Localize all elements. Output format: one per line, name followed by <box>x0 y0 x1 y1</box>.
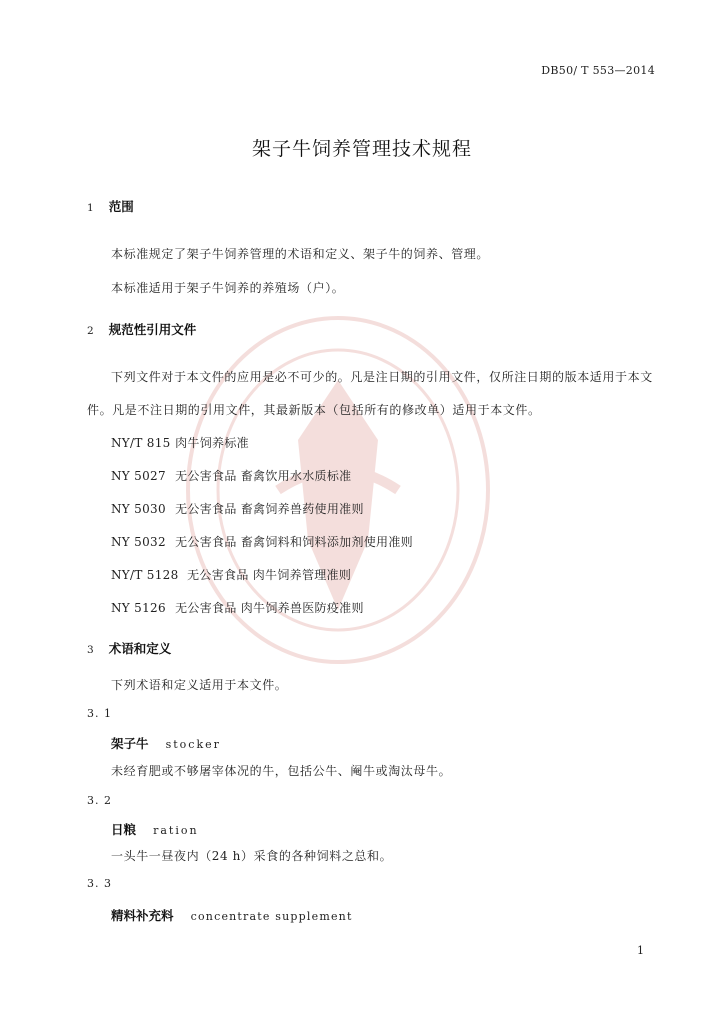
term-number: 3. 2 <box>87 794 112 807</box>
paragraph: 下列术语和定义适用于本文件。 <box>111 678 288 692</box>
term-english: concentrate supplement <box>190 910 353 923</box>
section-title: 术语和定义 <box>108 641 172 656</box>
reference-name: 无公害食品 畜禽饲养兽药使用准则 <box>175 502 364 516</box>
reference-code: NY 5126 <box>111 601 166 615</box>
standards-seal-icon <box>178 310 498 670</box>
page-number: 1 <box>637 944 644 957</box>
paragraph: 下列文件对于本文件的应用是必不可少的。凡是注日期的引用文件，仅所注日期的版本适用于本文 <box>111 370 653 384</box>
reference-code: NY/T 5128 <box>111 568 179 582</box>
reference-item <box>111 599 364 616</box>
section-number: 1 <box>87 202 94 214</box>
term-english: stocker <box>165 738 221 751</box>
term-chinese: 架子牛 <box>111 736 149 751</box>
standard-code: DB50/ T 553—2014 <box>541 64 655 77</box>
section-number: 2 <box>87 325 94 337</box>
reference-name: 肉牛饲养标准 <box>175 436 249 450</box>
term-heading <box>111 819 199 838</box>
term-heading <box>111 733 221 752</box>
paragraph: 本标准适用于架子牛饲养的养殖场（户）。 <box>111 281 345 295</box>
section-title: 范围 <box>108 199 134 214</box>
reference-name: 无公害食品 畜禽饲料和饲料添加剂使用准则 <box>175 535 413 549</box>
reference-name: 无公害食品 畜禽饮用水水质标准 <box>175 469 352 483</box>
reference-item <box>111 434 249 451</box>
section-2-heading <box>87 319 196 338</box>
document-title: 架子牛饲养管理技术规程 <box>251 138 472 160</box>
term-chinese: 精料补充料 <box>111 908 174 923</box>
section-1-heading <box>87 196 134 215</box>
term-english: ration <box>153 824 199 837</box>
section-title: 规范性引用文件 <box>108 322 197 337</box>
paragraph: 本标准规定了架子牛饲养管理的术语和定义、架子牛的饲养、管理。 <box>111 247 490 261</box>
term-chinese: 日粮 <box>111 822 137 837</box>
paragraph: 件。凡是不注日期的引用文件，其最新版本（包括所有的修改单）适用于本文件。 <box>87 403 541 417</box>
reference-item <box>111 467 351 484</box>
term-number: 3. 3 <box>87 877 112 890</box>
reference-code: NY 5027 <box>111 469 166 483</box>
reference-code: NY 5030 <box>111 502 166 516</box>
reference-name: 无公害食品 肉牛饲养兽医防疫准则 <box>175 601 364 615</box>
term-number: 3. 1 <box>87 707 112 720</box>
section-3-heading <box>87 638 171 657</box>
reference-name: 无公害食品 肉牛饲养管理准则 <box>187 568 352 582</box>
reference-code: NY/T 815 <box>111 436 171 450</box>
term-heading <box>111 905 353 924</box>
reference-code: NY 5032 <box>111 535 166 549</box>
reference-item <box>111 533 413 550</box>
term-definition: 一头牛一昼夜内（24 h）采食的各种饲料之总和。 <box>111 849 393 863</box>
section-number: 3 <box>87 644 94 656</box>
reference-item <box>111 566 351 583</box>
term-definition: 未经育肥或不够屠宰体况的牛，包括公牛、阉牛或淘汰母牛。 <box>111 764 452 778</box>
reference-item <box>111 500 364 517</box>
